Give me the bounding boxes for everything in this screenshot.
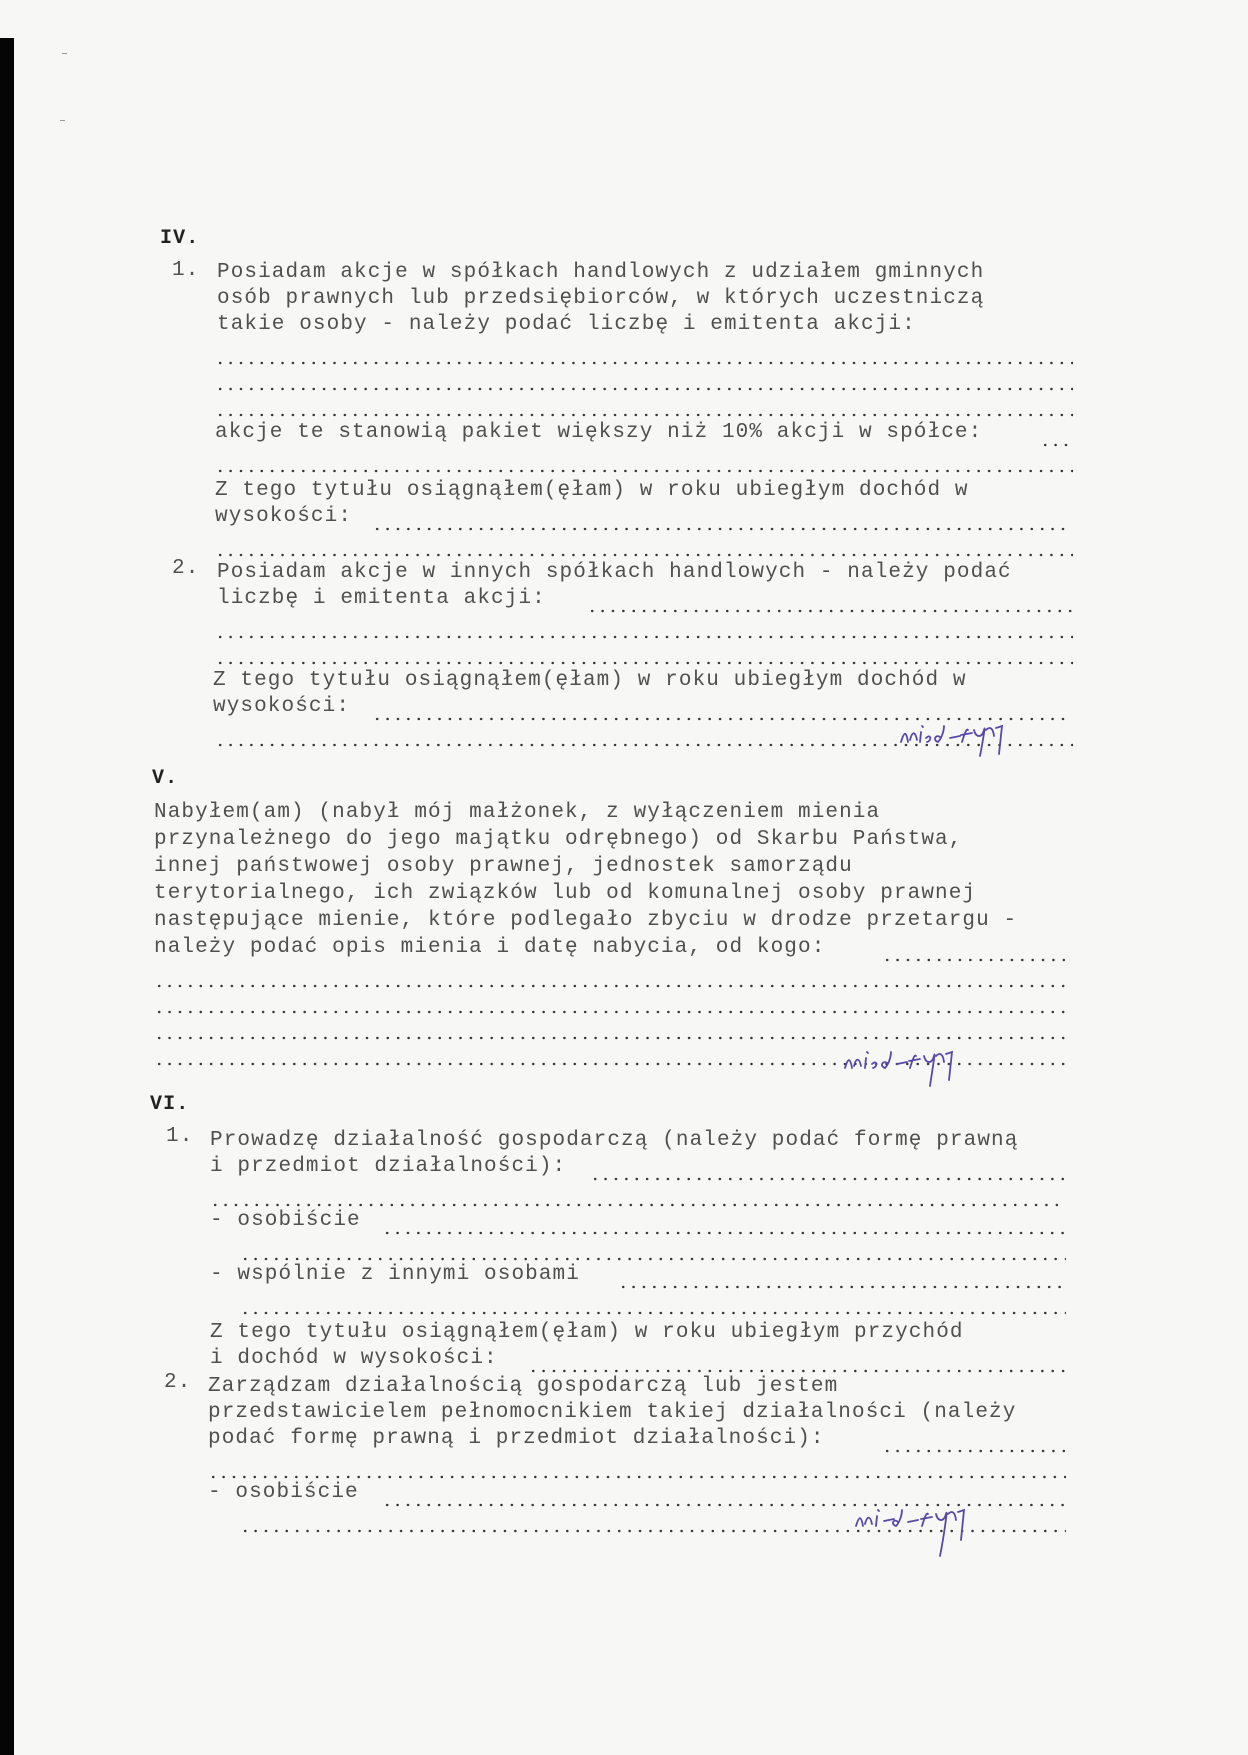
fill-line: [215, 544, 1073, 558]
fill-line: [528, 1360, 1066, 1374]
fill-line: [882, 1440, 1066, 1454]
item-vi-1-number: 1.: [166, 1125, 194, 1148]
item-iv-2-number: 2.: [172, 557, 200, 580]
section-v-heading: V.: [152, 767, 179, 790]
item-iv-1-line-2: osób prawnych lub przedsiębiorców, w których uczestniczą: [217, 287, 985, 310]
item-vi-1-line-2: i przedmiot działalności):: [210, 1155, 567, 1178]
signature-nie-dotyczy: [842, 1030, 1014, 1090]
item-iv-2-dochod-line-2: wysokości:: [213, 695, 351, 718]
sec-v-line-4: terytorialnego, ich związków lub od komunalnej osoby prawnej: [154, 882, 977, 905]
item-vi-2-number: 2.: [164, 1371, 192, 1394]
fill-line: [882, 949, 1067, 963]
fill-line: [210, 1194, 1066, 1208]
item-vi-2-line-1: Zarządzam działalnością gospodarczą lub jestem: [208, 1375, 839, 1398]
scan-speck: [60, 120, 65, 121]
fill-line: [215, 378, 1073, 392]
fill-line: [240, 1302, 1066, 1316]
item-iv-1-dochod-line-1: Z tego tytułu osiągnąłem(ęłam) w roku ubiegłym dochód w: [215, 479, 969, 502]
sec-v-line-5: następujące mienie, które podlegało zbyciu w drodze przetargu -: [154, 909, 1018, 932]
fill-line: [215, 652, 1073, 666]
fill-line: [215, 352, 1073, 366]
scan-speck: [62, 53, 67, 54]
fill-line: [215, 404, 1073, 418]
item-iv-1-dochod-line-2: wysokości:: [215, 505, 353, 528]
sec-v-line-3: innej państwowej osoby prawnej, jednostek samorządu: [154, 855, 853, 878]
fill-line: [590, 1168, 1066, 1182]
fill-line: [154, 1001, 1067, 1015]
item-vi-2-line-3: podać formę prawną i przedmiot działalności):: [208, 1427, 825, 1450]
sec-v-line-6: należy podać opis mienia i datę nabycia, od kogo:: [154, 936, 826, 959]
fill-line: [382, 1222, 1066, 1236]
item-iv-1-pakiet-label: akcje te stanowią pakiet większy niż 10% akcji w spółce:: [215, 421, 983, 444]
item-iv-2-line-2: liczbę i emitenta akcji:: [217, 587, 546, 610]
item-vi-1-line-1: Prowadzę działalność gospodarczą (należy podać formę prawną: [210, 1129, 1019, 1152]
fill-line: [240, 1248, 1066, 1262]
signature-nie-dotyczy: [852, 1496, 1024, 1562]
scan-border: [0, 38, 14, 1755]
item-iv-1-number: 1.: [172, 259, 200, 282]
fill-line: [1040, 434, 1073, 448]
item-vi-1-osobiscie: - osobiście: [210, 1209, 361, 1232]
fill-line: [215, 460, 1073, 474]
item-vi-1-wspolnie: - wspólnie z innymi osobami: [210, 1263, 580, 1286]
fill-line: [208, 1466, 1066, 1480]
item-vi-2-osobiscie: - osobiście: [208, 1481, 359, 1504]
sec-v-line-2: przynależnego do jego majątku odrębnego) od Skarbu Państwa,: [154, 828, 963, 851]
fill-line: [154, 975, 1067, 989]
signature-nie-dotyczy: [898, 702, 1070, 762]
item-iv-2-dochod-line-1: Z tego tytułu osiągnąłem(ęłam) w roku ubiegłym dochód w: [213, 669, 967, 692]
item-iv-1-line-3: takie osoby - należy podać liczbę i emitenta akcji:: [217, 313, 916, 336]
item-vi-1-przychod-line-2: i dochód w wysokości:: [210, 1347, 498, 1370]
sec-v-line-1: Nabyłem(am) (nabył mój małżonek, z wyłączeniem mienia: [154, 801, 881, 824]
fill-line: [215, 626, 1073, 640]
item-iv-2-line-1: Posiadam akcje w innych spółkach handlowych - należy podać: [217, 561, 1012, 584]
section-iv-heading: IV.: [160, 227, 200, 250]
fill-line: [372, 518, 1072, 532]
fill-line: [618, 1276, 1066, 1290]
item-vi-1-przychod-line-1: Z tego tytułu osiągnąłem(ęłam) w roku ubiegłym przychód: [210, 1321, 964, 1344]
item-iv-1-line-1: Posiadam akcje w spółkach handlowych z udziałem gminnych: [217, 261, 985, 284]
item-vi-2-line-2: przedstawicielem pełnomocnikiem takiej działalności (należy: [208, 1401, 1017, 1424]
fill-line: [587, 600, 1072, 614]
section-vi-heading: VI.: [150, 1093, 190, 1116]
